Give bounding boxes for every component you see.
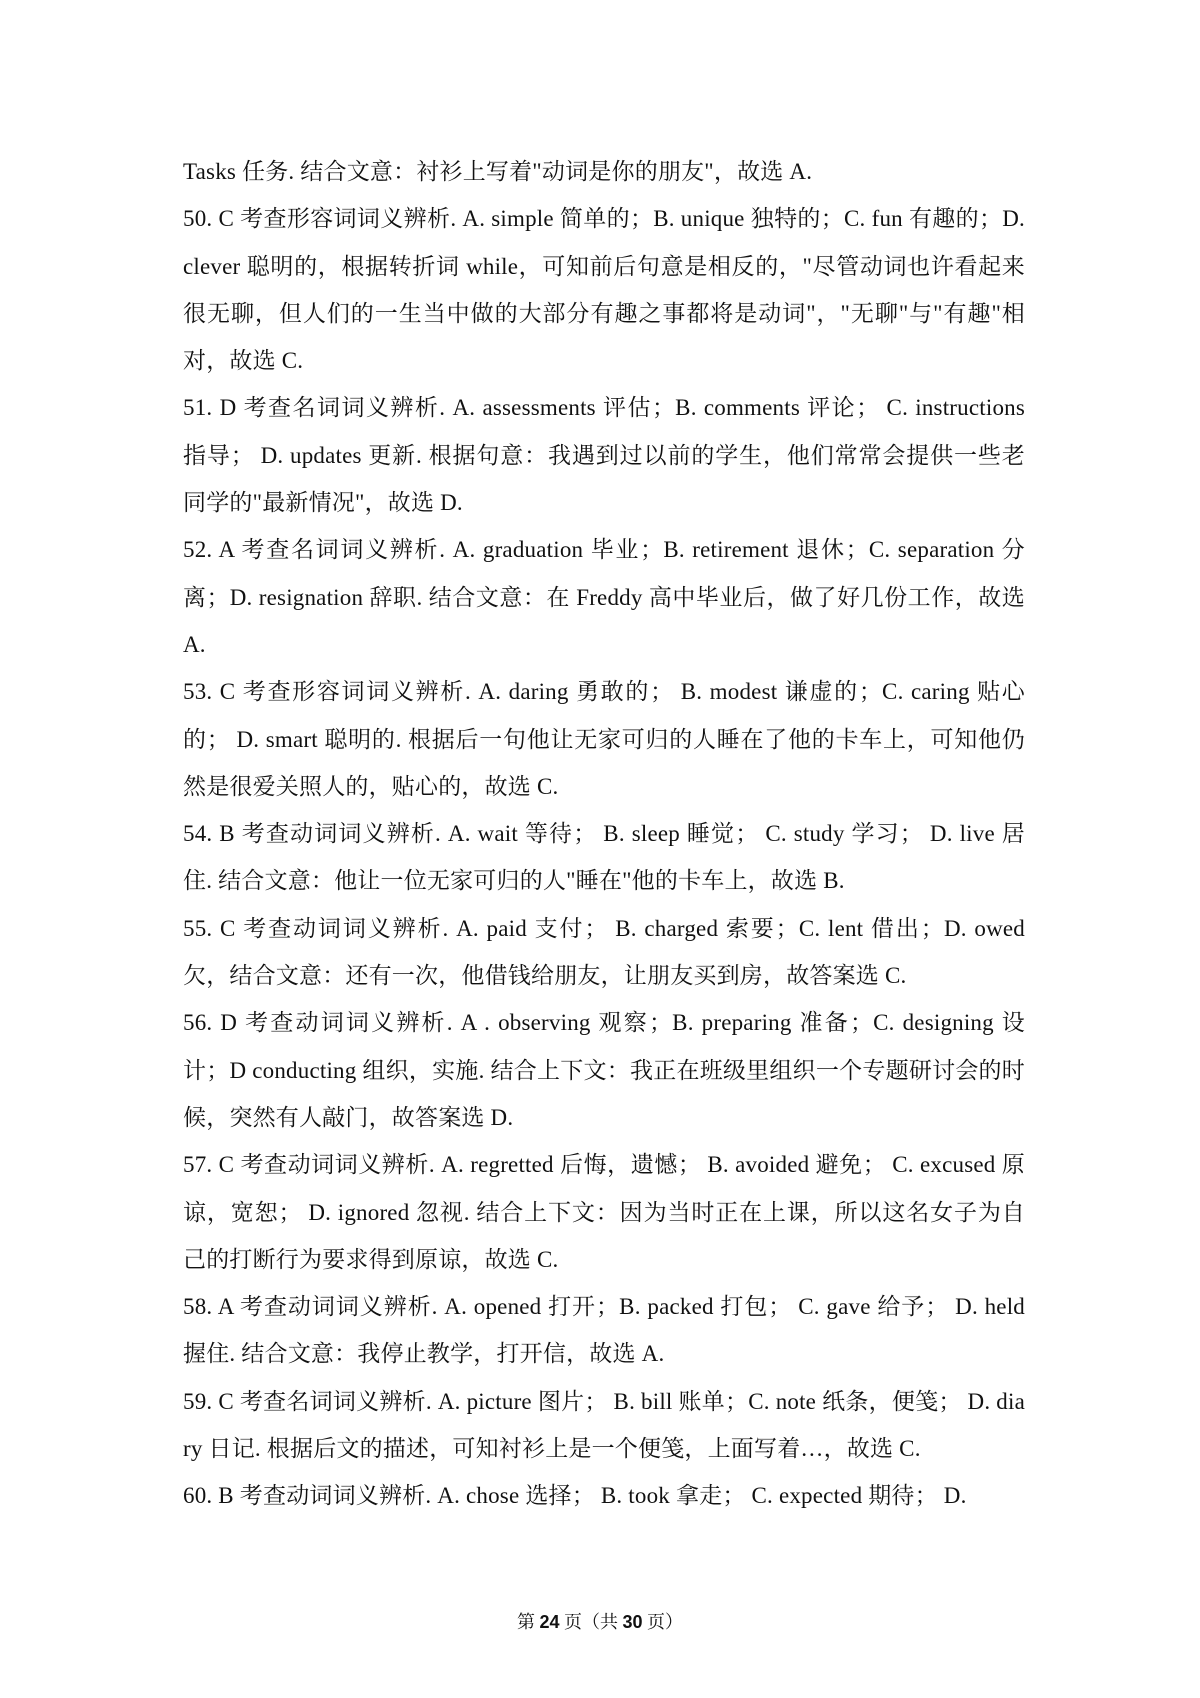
explanation-paragraph: Tasks 任务. 结合文意：衬衫上写着"动词是你的朋友"，故选 A. [183,159,813,184]
explanation-paragraph: 52. A 考查名词词义辨析. A. graduation 毕业；B. retirement 退休；C. separation 分离；D. resignation 辞职. 结合文意：在 Freddy 高中毕业后，做了好几份工作，故选 A. [183,537,1025,657]
explanation-paragraph: 59. C 考查名词词义辨析. A. picture 图片； B. bill 账单；C. note 纸条，便笺； D. diary 日记. 根据后文的描述，可知衬衫上是一个便笺，上面写着…，故选 C. [183,1388,1025,1462]
explanation-paragraph: 57. C 考查动词词义辨析. A. regretted 后悔，遗憾； B. avoided 避免； C. excused 原谅，宽恕； D. ignored 忽视. 结合上下文：因为当时正在上课，所以这名女子为自己的打断行为要求得到原谅，故选 C. [183,1152,1025,1272]
explanation-paragraph: 53. C 考查形容词词义辨析. A. daring 勇敢的； B. modest 谦虚的；C. caring 贴心的； D. smart 聪明的. 根据后一句他让无家可归的人睡在了他的卡车上，可知他仍然是很爱关照人的，贴心的，故选 C. [183,679,1025,799]
total-pages-number: 30 [622,1612,643,1632]
footer-middle: 页（共 [564,1612,618,1632]
page-number-footer [0,1608,1200,1634]
footer-suffix: 页） [647,1612,684,1632]
explanation-paragraph: 55. C 考查动词词义辨析. A. paid 支付； B. charged 索要；C. lent 借出；D. owed 欠，结合文意：还有一次，他借钱给朋友，让朋友买到房，故答案选 C. [183,915,1025,989]
explanation-paragraph: 54. B 考查动词词义辨析. A. wait 等待； B. sleep 睡觉； C. study 学习； D. live 居住. 结合文意：他让一位无家可归的人"睡在"他的卡车上，故选 B. [183,821,1025,894]
explanation-paragraph: 58. A 考查动词词义辨析. A. opened 打开；B. packed 打包； C. gave 给予； D. held 握住. 结合文意：我停止教学，打开信，故选 A. [183,1294,1025,1367]
current-page-number: 24 [539,1612,560,1632]
answer-explanations [183,148,1025,1520]
explanation-paragraph: 50. C 考查形容词词义辨析. A. simple 简单的；B. unique 独特的；C. fun 有趣的；D. clever 聪明的，根据转折词 while，可知前后句意是相反的，"尽管动词也许看起来很无聊，但人们的一生当中做的大部分有趣之事都将是动词"，"无聊"与"有趣"相对，故选 C. [183,206,1025,374]
explanation-paragraph: 51. D 考查名词词义辨析. A. assessments 评估；B. comments 评论； C. instructions 指导； D. updates 更新. 根据句意：我遇到过以前的学生，他们常常会提供一些老同学的"最新情况"，故选 D. [183,395,1025,516]
explanation-paragraph: 60. B 考查动词词义辨析. A. chose 选择； B. took 拿走； C. expected 期待； D. [183,1483,967,1509]
explanation-paragraph: 56. D 考查动词词义辨析. A . observing 观察；B. preparing 准备；C. designing 设计；D conducting 组织，实施. 结合上下文：我正在班级里组织一个专题研讨会的时候，突然有人敲门，故答案选 D. [183,1010,1025,1130]
footer-prefix: 第 [516,1612,535,1632]
